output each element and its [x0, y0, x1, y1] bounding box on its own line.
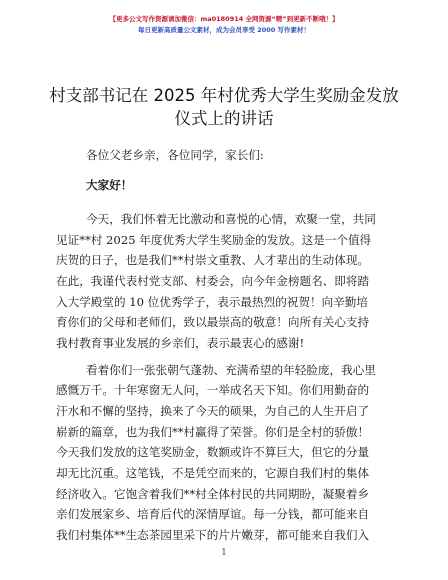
doc-title-line1: 村支部书记在 2025 年村优秀大学生奖励金发放 — [49, 86, 399, 105]
paragraph-line: 崭新的篇章，也为我们**村赢得了荣誉。你们是全村的骄傲！ — [56, 425, 370, 439]
paragraph-line: 经济收入。它饱含着我们**村全体村民的共同期盼，凝聚着乡 — [56, 487, 370, 501]
paragraph-line: 今天，我们怀着无比激动和喜悦的心情，欢聚一堂，共同 — [86, 212, 376, 226]
page-number: 1 — [221, 548, 227, 558]
paragraph-line: 今天我们发放的这笔奖励金，数额或许不算巨大，但它的分量 — [56, 445, 370, 459]
paragraph-line: 庆贺的日子，也是我们**村崇文重教、人才辈出的生动体现。 — [56, 253, 370, 267]
paragraph-line: 看着你们一张张朝气蓬勃、充满希望的年轻脸庞，我心里 — [86, 363, 376, 377]
salutation: 各位父老乡亲，各位同学，家长们: — [86, 148, 264, 162]
greeting: 大家好！ — [86, 178, 133, 192]
promo-banner-line1: 【更多公文写作资源请加微信：ma0180914 全网资源“精”到更新不断哦！】 — [109, 15, 339, 23]
promo-banner-line2: 每日更新高质量公文素材，成为会员享受 2000 写作素材！ — [137, 26, 311, 34]
paragraph-line: 我们村集体**生态茶园里采下的片片嫩芽，都可能来自我们入 — [56, 528, 370, 542]
paragraph-line: 亲们发展家乡、培育后代的深情厚谊。每一分钱，都可能来自 — [56, 507, 370, 521]
paragraph-line: 在此，我谨代表村党支部、村委会，向今年金榜题名、即将踏 — [56, 274, 370, 288]
paragraph-line: 我村教育事业发展的乡亲们，表示最衷心的感谢! — [56, 336, 305, 350]
paragraph-line: 育你们的父母和老师们，致以最崇高的敬意！向所有关心支持 — [56, 315, 370, 329]
paragraph-line: 入大学殿堂的 10 位优秀学子，表示最热烈的祝贺！向辛勤培 — [56, 295, 368, 309]
paragraph-line: 却无比沉重。这笔钱，不是凭空而来的，它源自我们村的集体 — [56, 466, 370, 480]
paragraph-line: 感慨万千。十年寒窗无人问，一举成名天下知。你们用勤奋的 — [56, 383, 370, 397]
paragraph-line: 见证**村 2025 年度优秀大学生奖励金的发放。这是一个值得 — [56, 233, 372, 247]
paragraph-line: 汗水和不懈的坚持，换来了今天的硕果，为自己的人生开启了 — [56, 404, 370, 418]
doc-title-line2: 仪式上的讲话 — [174, 109, 274, 128]
